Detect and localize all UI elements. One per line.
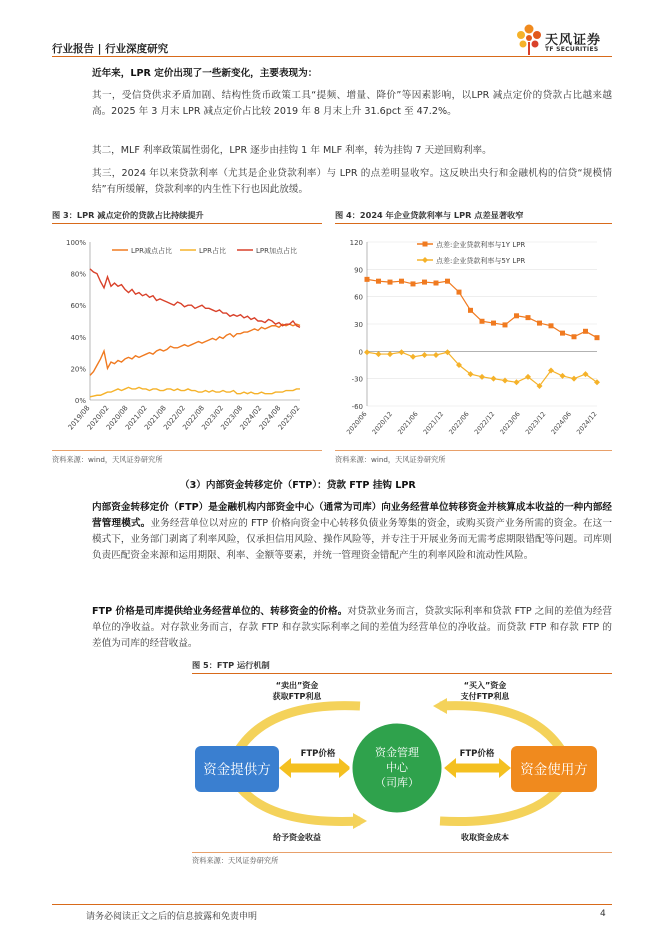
figure5-top-divider (192, 673, 612, 674)
x-tick-label: 2020/08 (104, 404, 130, 432)
data-point-square (411, 281, 416, 286)
x-tick-label: 2020/02 (85, 404, 111, 432)
x-tick-label: 2023/12 (523, 410, 548, 436)
x-tick-label: 2021/12 (421, 410, 446, 436)
data-point-square (514, 313, 519, 318)
x-tick-label: 2021/06 (396, 410, 420, 436)
x-tick-label: 2023/06 (498, 410, 522, 436)
data-point-square (468, 308, 473, 313)
paragraph-point-2: 其二，MLF 利率政策属性弱化，LPR 逐步由挂钩 1 年 MLF 利率，转为挂钩 7 天逆回购利率。 (92, 145, 492, 156)
logo-subtext: TF SECURITIES (545, 46, 599, 53)
data-point-diamond (410, 354, 416, 360)
page-number: 4 (600, 909, 606, 919)
legend-label: LPR占比 (199, 247, 226, 255)
x-tick-label: 2024/06 (549, 410, 573, 436)
data-point-square (537, 321, 542, 326)
logo-text: 天风证券 (545, 33, 602, 48)
paragraph-point-3: 其三，2024 年以来贷款利率（尤其是企业贷款利率）与 LPR 的点差明显收窄。这反映出央行和金融机构的信贷“规模情结”有所缓解，贷款利率的内生性下行也因此放缓。 (92, 168, 612, 195)
data-point-diamond (364, 349, 370, 355)
y-tick-label: 40% (70, 333, 86, 342)
data-point-square (422, 280, 427, 285)
report-type-label: 行业报告 | 行业深度研究 (52, 43, 169, 55)
x-tick-label: 2024/08 (257, 404, 283, 432)
x-tick-label: 2025/02 (276, 404, 302, 432)
paragraph-ftp-price: FTP 价格是司库提供给业务经营单位的、转移资金的价格。对贷款业务而言，贷款实际利率和贷款 FTP 之间的差值为经营单位的净收益。对存款业务而言，存款 FTP 和存款实际利率之间的差值为经营单位的净收益。而贷款 FTP 和存款 FTP 的差值为司库的经营收益。 (92, 606, 613, 649)
x-tick-label: 2023/02 (200, 404, 226, 432)
footer-divider (52, 904, 612, 905)
double-arrow-left-icon-2 (339, 758, 351, 778)
data-point-square (457, 290, 462, 295)
header-divider (52, 56, 612, 57)
y-tick-label: 120 (349, 239, 363, 247)
data-point-diamond (560, 373, 566, 379)
figure3-bottom-divider (52, 450, 322, 451)
fund-provider-label: 资金提供方 (203, 762, 271, 778)
legend-label: 点差:企业贷款利率与5Y LPR (436, 257, 526, 265)
arrow-head-bottom-left-icon (353, 813, 367, 829)
ftp-price-left-label: FTP价格 (300, 749, 336, 759)
y-tick-label: 0 (358, 348, 363, 357)
series-line-2 (90, 269, 300, 327)
double-arrow-right-icon (444, 758, 456, 778)
paragraph-point-1: 其一，受信贷供求矛盾加剧、结构性货币政策工具“提频、增量、降价”等因素影响，以LPR 减点定价的贷款占比越来越高。2025 年 3 月末 LPR 减点定价占比较 2019 年 8 月末上升 31.6pct 至 47.2%。 (92, 90, 612, 117)
data-point-diamond (399, 349, 405, 355)
center-label-1: 资金管理 (375, 746, 419, 759)
x-tick-label: 2022/08 (181, 404, 207, 432)
data-point-square (595, 335, 600, 340)
data-point-square (365, 277, 370, 282)
double-arrow-right-icon-2 (499, 758, 511, 778)
figure5-bottom-divider (192, 852, 612, 853)
receive-interest-label: 获取FTP利息 (272, 692, 322, 701)
y-tick-label: 30 (354, 321, 363, 329)
data-point-diamond (433, 352, 439, 358)
data-point-square (583, 329, 588, 334)
data-point-square (388, 280, 393, 285)
figure4-chart (335, 228, 612, 448)
data-point-square (480, 319, 485, 324)
y-tick-label: 20% (70, 365, 86, 374)
x-tick-label: 2019/08 (66, 404, 92, 432)
data-point-diamond (422, 352, 428, 358)
y-tick-label: 60% (70, 302, 86, 311)
series-line-1 (90, 387, 300, 396)
paragraph-intro: 近年来，LPR 定价出现了一些新变化，主要表现为： (92, 68, 318, 79)
data-point-square (503, 322, 508, 327)
center-label-3: （司库） (375, 776, 419, 789)
data-point-diamond (376, 351, 382, 357)
data-point-square (376, 279, 381, 284)
legend-label: LPR减点占比 (131, 247, 172, 255)
data-point-square (526, 315, 531, 320)
x-tick-label: 2020/12 (370, 410, 395, 436)
figure3-chart (52, 228, 322, 448)
data-point-square (572, 334, 577, 339)
company-logo-icon (514, 22, 544, 56)
figure3-source: 资料来源：wind，天风证券研究所 (52, 455, 163, 464)
figure5-source: 资料来源：天风证券研究所 (192, 856, 279, 865)
x-tick-label: 2021/02 (123, 404, 149, 432)
x-tick-label: 2022/06 (447, 410, 471, 436)
y-tick-label: 80% (70, 270, 86, 279)
sell-funds-label: “卖出”资金 (275, 681, 319, 690)
data-point-square (399, 279, 404, 284)
data-point-square (491, 321, 496, 326)
arrow-head-top-right-icon (433, 698, 447, 714)
figure3-top-divider (52, 223, 322, 224)
legend-marker (423, 242, 428, 247)
data-point-square (560, 331, 565, 336)
ftp-diagram (185, 676, 615, 851)
legend-label: 点差:企业贷款利率与1Y LPR (436, 241, 526, 249)
series-line-0 (90, 324, 300, 375)
series-line-0 (367, 279, 597, 337)
x-tick-label: 2021/08 (143, 404, 168, 432)
data-point-square (445, 279, 450, 284)
fund-user-label: 资金使用方 (520, 762, 588, 778)
figure5-title: 图 5：FTP 运行机制 (192, 660, 270, 670)
figure4-title: 图 4：2024 年企业贷款利率与 LPR 点差显著收窄 (335, 210, 524, 220)
data-point-square (549, 323, 554, 328)
data-point-diamond (387, 351, 393, 357)
y-tick-label: 90 (354, 266, 363, 275)
figure4-source: 资料来源：wind，天风证券研究所 (335, 455, 446, 464)
x-tick-label: 2023/08 (219, 404, 245, 432)
figure3-title: 图 3：LPR 减点定价的贷款占比持续提升 (52, 210, 204, 220)
y-tick-label: 0% (74, 397, 86, 405)
section-heading: （3）内部资金转移定价（FTP）：贷款 FTP 挂钩 LPR (180, 480, 416, 491)
center-label-2: 中心 (386, 761, 408, 774)
give-returns-label: 给予资金收益 (273, 833, 321, 842)
y-tick-label: -30 (351, 375, 363, 384)
x-tick-label: 2024/02 (238, 404, 264, 432)
data-point-diamond (514, 379, 520, 385)
legend-label: LPR加点占比 (256, 247, 297, 255)
y-tick-label: 60 (354, 293, 363, 302)
x-tick-label: 2022/12 (472, 410, 497, 436)
series-line-1 (367, 352, 597, 386)
figure4-bottom-divider (335, 450, 612, 451)
y-tick-label: 100% (65, 239, 86, 247)
x-tick-label: 2022/02 (162, 404, 187, 432)
data-point-diamond (491, 376, 497, 382)
disclaimer-text: 请务必阅读正文之后的信息披露和免责申明 (86, 912, 258, 922)
pay-interest-label: 支付FTP利息 (460, 692, 510, 701)
buy-funds-label: “买入”资金 (463, 681, 507, 690)
figure4-top-divider (335, 223, 612, 224)
ftp-price-right-label: FTP价格 (459, 749, 495, 759)
paragraph-ftp-definition: 内部资金转移定价（FTP）是金融机构内部资金中心（通常为司库）向业务经营单位转移资金并核算成本收益的一种内部经营管理模式。业务经营单位以对应的 FTP 价格向资金中心转移负债业务筹集的资金，或购买资产业务所需的资金。在这一模式下，业务部门剥离了利率风险，仅承担信用风险、操作风险等，并专注于开展业务而无需考虑期限错配等问题。司库则负责匹配资金来源和运用期限、利率、金额等要素，并统一管理资金错配产生的利率风险和流动性风险。 (92, 502, 613, 561)
collect-cost-label: 收取资金成本 (461, 833, 509, 842)
data-point-square (434, 281, 439, 286)
y-tick-label: -60 (351, 403, 363, 411)
x-tick-label: 2020/06 (345, 410, 369, 436)
double-arrow-left-icon (279, 758, 291, 778)
x-tick-label: 2024/12 (575, 410, 599, 436)
data-point-diamond (571, 376, 577, 382)
legend-marker (422, 257, 428, 263)
